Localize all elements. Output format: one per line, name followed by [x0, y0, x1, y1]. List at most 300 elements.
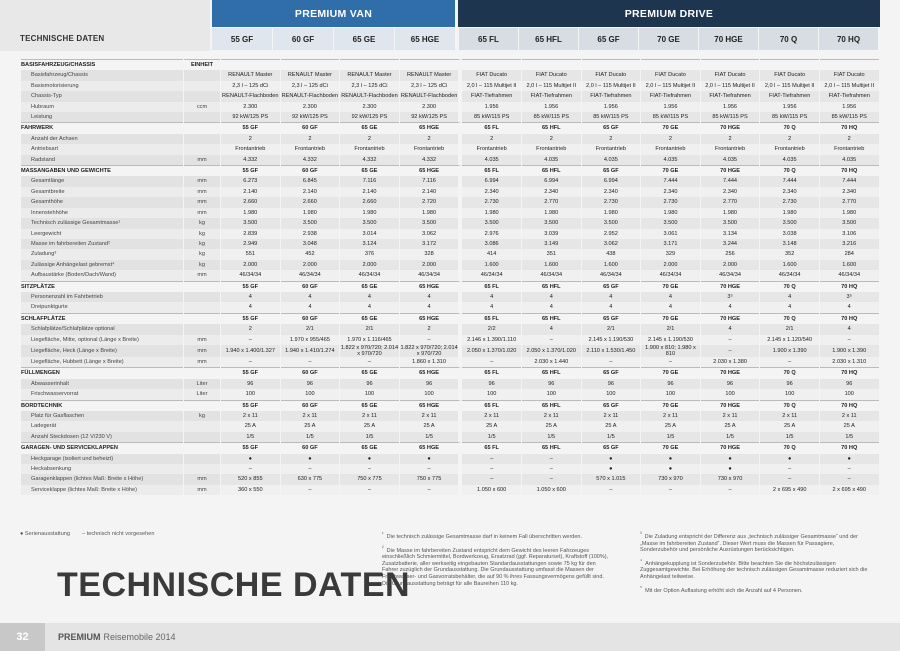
table-row [21, 411, 879, 421]
cell-value: 65 FL [462, 367, 521, 378]
cell-value: 85 kW/115 PS [462, 112, 521, 122]
table-row [21, 102, 879, 112]
cell-value: 1.980 [340, 208, 399, 218]
cell-value: 1.980 [462, 208, 521, 218]
row-unit [184, 367, 220, 378]
cell-value: 2.976 [462, 229, 521, 239]
cell-value: 4 [582, 292, 641, 302]
cell-value: 1.970 x 955/465 [281, 335, 340, 345]
footnote-1-text: Die technisch zulässige Gesamtmasse darf in keinem Fall überschritten werden. [386, 533, 583, 540]
section-header-row [21, 165, 879, 176]
cell-value: 1.600 [760, 260, 819, 270]
row-label: Radstand [21, 155, 183, 165]
cell-value: 1.970 x 1.116/465 [340, 335, 399, 345]
cell-value: 70 Q [760, 400, 819, 411]
row-unit: kg [184, 260, 220, 270]
cell-value: 65 GF [582, 400, 641, 411]
cell-value: FIAT-Tiefrahmen [760, 91, 819, 101]
row-unit: kg [184, 218, 220, 228]
cell-value: FIAT Ducato [820, 70, 879, 80]
cell-value: 2.770 [820, 197, 879, 207]
cell-value: 92 kW/125 PS [400, 112, 462, 122]
row-unit [184, 134, 220, 144]
cell-value: 55 GF [221, 281, 280, 292]
cell-value: 3.500 [641, 218, 700, 228]
cell-value: 2.050 x 1.370/1.020 [462, 345, 521, 357]
cell-value: 1.956 [462, 102, 521, 112]
cell-value: 3.500 [522, 218, 581, 228]
header-left-panel [0, 0, 210, 51]
cell-value: 7.116 [340, 176, 399, 186]
row-unit [184, 302, 220, 312]
table-row [21, 345, 879, 357]
cell-value [820, 59, 879, 70]
cell-value: 284 [820, 249, 879, 259]
cell-value: 100 [522, 389, 581, 399]
cell-value: 2.030 x 1.440 [522, 357, 581, 367]
cell-value: 2 x 11 [522, 411, 581, 421]
cell-value: 96 [400, 379, 462, 389]
cell-value: 4 [522, 292, 581, 302]
cell-value: 60 GF [281, 313, 340, 324]
cell-value: 70 GE [641, 122, 700, 133]
cell-value: 65 HGE [400, 367, 462, 378]
cell-value: 2 [400, 134, 462, 144]
row-unit [184, 464, 220, 474]
cell-value: Frontantrieb [340, 144, 399, 154]
row-unit: mm [184, 474, 220, 484]
cell-value: 4 [340, 302, 399, 312]
cell-value: 100 [582, 389, 641, 399]
cell-value: 1.050 x 600 [522, 485, 581, 495]
cell-value: 1.980 [400, 208, 462, 218]
cell-value: 329 [641, 249, 700, 259]
legend [20, 531, 155, 537]
row-label: Dreipunktgurte [21, 302, 183, 312]
cell-value: RENAULT-Flachboden [400, 91, 462, 101]
cell-value: 96 [820, 379, 879, 389]
cell-value: 2 x 11 [462, 411, 521, 421]
footnotes-middle [382, 531, 612, 592]
cell-value: 2.839 [221, 229, 280, 239]
cell-value: 25 A [701, 421, 760, 431]
cell-value: 1.900 x 1.390 [760, 345, 819, 357]
cell-value: Frontantrieb [820, 144, 879, 154]
cell-value: 25 A [582, 421, 641, 431]
spec-table [20, 59, 880, 495]
cell-value [462, 59, 521, 70]
row-unit: mm [184, 197, 220, 207]
cell-value: 100 [400, 389, 462, 399]
row-unit [184, 122, 220, 133]
cell-value: 65 HGE [400, 313, 462, 324]
cell-value: 65 FL [462, 281, 521, 292]
table-row [21, 357, 879, 367]
cell-value: 352 [760, 249, 819, 259]
cell-value: 7.444 [820, 176, 879, 186]
cell-value: 85 kW/115 PS [641, 112, 700, 122]
cell-value: 2 [221, 134, 280, 144]
cell-value: 2.730 [760, 197, 819, 207]
footnotes-right [640, 531, 870, 598]
cell-value: – [221, 464, 280, 474]
cell-value: ● [221, 454, 280, 464]
table-row [21, 81, 879, 91]
cell-value: 65 FL [462, 400, 521, 411]
cell-value: – [462, 474, 521, 484]
cell-value: 65 GE [340, 442, 399, 453]
cell-value: – [400, 485, 462, 495]
cell-value: FIAT-Tiefrahmen [641, 91, 700, 101]
cell-value: 65 GE [340, 400, 399, 411]
cell-value [701, 59, 760, 70]
row-unit: kg [184, 229, 220, 239]
cell-value: 256 [701, 249, 760, 259]
cell-value: 55 GF [221, 367, 280, 378]
cell-value: 96 [522, 379, 581, 389]
cell-value: 1/5 [221, 432, 280, 442]
cell-value: 2.730 [641, 197, 700, 207]
cell-value: 2 [340, 134, 399, 144]
cell-value: 630 x 775 [281, 474, 340, 484]
cell-value: 1.956 [820, 102, 879, 112]
cell-value: 4.332 [281, 155, 340, 165]
footnote-2-text: Die Masse im fahrbereiten Zustand entspricht dem Gewicht des leeren Fahrzeuges einschließlich Schmiermittel, Bordwerkzeug, Ersatzrad (ggf. Reparaturset), Kraftstoff (100%), Zusatzbatterie, aller werkseitig eingebauten Standardausstattungen sowie 75 kg für den Fahrer zuzüglich der Grundausstattung. Die Grundausstattung umfasst die Massen der Frischwasser- und Gasvorratsbehälter, die auf 90 % ihres Fassungsvermögens gefüllt sind. Die Grundausstattung beträgt für alle Baureihen 110 kg. [382, 547, 609, 587]
table-row [21, 112, 879, 122]
cell-value: 70 HQ [820, 313, 879, 324]
section-title: GARAGEN- UND SERVICEKLAPPEN [21, 442, 183, 453]
cell-value: ● [760, 454, 819, 464]
cell-value: 6.273 [221, 176, 280, 186]
row-label: Platz für Gasflaschen [21, 411, 183, 421]
cell-value: 1/5 [641, 432, 700, 442]
cell-value: 3.148 [760, 239, 819, 249]
cell-value: – [701, 345, 760, 357]
cell-value: 65 GF [582, 367, 641, 378]
cell-value: 414 [462, 249, 521, 259]
row-unit: Liter [184, 379, 220, 389]
cell-value: 25 A [281, 421, 340, 431]
table-row [21, 176, 879, 186]
cell-value: 2 x 695 x 490 [760, 485, 819, 495]
table-row [21, 485, 879, 495]
cell-value: – [820, 474, 879, 484]
cell-value: 360 x 550 [221, 485, 280, 495]
table-row [21, 379, 879, 389]
row-unit: mm [184, 176, 220, 186]
cell-value: ● [340, 454, 399, 464]
cell-value: ● [641, 454, 700, 464]
section-title: SITZPLÄTZE [21, 281, 183, 292]
cell-value: 2/1 [582, 324, 641, 334]
legend-not-available: – technisch nicht vorgesehen [82, 531, 155, 537]
cell-value: 4.035 [522, 155, 581, 165]
cell-value: 65 GF [582, 281, 641, 292]
cell-value: 2 [582, 134, 641, 144]
cell-value: 70 GE [641, 313, 700, 324]
cell-value: 1.980 [760, 208, 819, 218]
row-label: Gesamtlänge [21, 176, 183, 186]
cell-value: 1.600 [820, 260, 879, 270]
cell-value: 65 HFL [522, 367, 581, 378]
cell-value: 2.000 [641, 260, 700, 270]
cell-value: 2,0 l – 115 Multijet II [522, 81, 581, 91]
cell-value: 70 Q [760, 313, 819, 324]
cell-value: 2.730 [582, 197, 641, 207]
footnote-3-text: Die Zuladung entspricht der Differenz aus „technisch zulässiger Gesamtmasse“ und der „Masse im fahrbereiten Zustand“. Dieser Wert muss die Massen für Passagiere, Sonderzubehör und persönliche Ausrüstungen berücksichtigen. [640, 533, 858, 554]
cell-value: 3.172 [400, 239, 462, 249]
cell-value: Frontantrieb [221, 144, 280, 154]
cell-value: 4 [641, 292, 700, 302]
row-label: Frischwasservorrat [21, 389, 183, 399]
cell-value: 1/5 [462, 432, 521, 442]
footnote-2-number: ² [382, 544, 384, 551]
cell-value: FIAT Ducato [760, 70, 819, 80]
cell-value: 70 Q [760, 281, 819, 292]
footnote-2 [382, 545, 612, 588]
table-row [21, 229, 879, 239]
cell-value: 2.110 x 1.530/1.450 [582, 345, 641, 357]
row-unit: ccm [184, 102, 220, 112]
cell-value: 2 [522, 134, 581, 144]
row-label: Serviceklappe (lichtes Maß: Breite x Höhe) [21, 485, 183, 495]
row-label: Heckabsenkung [21, 464, 183, 474]
cell-value: 1.050 x 600 [462, 485, 521, 495]
cell-value: 4 [522, 302, 581, 312]
cell-value: 2/1 [340, 324, 399, 334]
cell-value: 1.956 [522, 102, 581, 112]
cell-value: 96 [281, 379, 340, 389]
cell-value: 70 Q [760, 442, 819, 453]
cell-value: 55 GF [221, 313, 280, 324]
cell-value: 4 [522, 324, 581, 334]
cell-value: 25 A [340, 421, 399, 431]
cell-value: 60 GF [281, 367, 340, 378]
row-label: Personenzahl im Fahrbetrieb [21, 292, 183, 302]
table-row [21, 187, 879, 197]
cell-value: 65 HFL [522, 281, 581, 292]
cell-value: – [400, 464, 462, 474]
model-header-65-hfl: 65 HFL [519, 28, 578, 50]
cell-value: 750 x 775 [340, 474, 399, 484]
cell-value: 351 [522, 249, 581, 259]
cell-value: – [522, 464, 581, 474]
cell-value: Frontantrieb [462, 144, 521, 154]
cell-value: 1.956 [701, 102, 760, 112]
cell-value: 92 kW/125 PS [281, 112, 340, 122]
cell-value: 2.300 [281, 102, 340, 112]
cell-value: 96 [641, 379, 700, 389]
table-row [21, 302, 879, 312]
cell-value: 46/34/34 [221, 270, 280, 280]
cell-value: 4 [400, 292, 462, 302]
model-header-65-hge: 65 HGE [395, 28, 455, 50]
cell-value: 65 GF [582, 313, 641, 324]
row-label: Hubraum [21, 102, 183, 112]
cell-value: 46/34/34 [701, 270, 760, 280]
cell-value: 4 [400, 302, 462, 312]
cell-value: 2 x 11 [281, 411, 340, 421]
cell-value: ● [820, 454, 879, 464]
cell-value [522, 59, 581, 70]
cell-value: – [641, 485, 700, 495]
cell-value: 3.216 [820, 239, 879, 249]
row-label: Schlafplätze/Schlafplätze optional [21, 324, 183, 334]
cell-value: 70 HGE [701, 400, 760, 411]
cell-value: – [340, 485, 399, 495]
cell-value: 1/5 [760, 432, 819, 442]
cell-value: 85 kW/115 PS [522, 112, 581, 122]
row-unit: mm [184, 357, 220, 367]
row-label: Innenstehhöhe [21, 208, 183, 218]
cell-value: 4 [760, 292, 819, 302]
cell-value: 70 GE [641, 400, 700, 411]
model-header-65-fl: 65 FL [459, 28, 518, 50]
row-label: Aufbaustärke (Boden/Dach/Wand) [21, 270, 183, 280]
cell-value: 2 x 11 [820, 411, 879, 421]
cell-value: 3.014 [340, 229, 399, 239]
row-unit: kg [184, 249, 220, 259]
cell-value: – [582, 485, 641, 495]
cell-value: 46/34/34 [400, 270, 462, 280]
cell-value: 70 GE [641, 442, 700, 453]
cell-value: Frontantrieb [582, 144, 641, 154]
row-label: Ladegerät [21, 421, 183, 431]
cell-value: 65 GE [340, 165, 399, 176]
cell-value: 70 HQ [820, 281, 879, 292]
cell-value: 2.050 x 1.370/1.020 [522, 345, 581, 357]
cell-value: FIAT Ducato [701, 70, 760, 80]
cell-value: 2.000 [281, 260, 340, 270]
row-label: Antriebsart [21, 144, 183, 154]
row-unit [184, 432, 220, 442]
cell-value: 3.500 [582, 218, 641, 228]
cell-value: 2.145 x 1.120/540 [760, 335, 819, 345]
table-row [21, 134, 879, 144]
cell-value: FIAT-Tiefrahmen [462, 91, 521, 101]
cell-value: ● [641, 464, 700, 474]
cell-value [582, 59, 641, 70]
cell-value: 3.062 [400, 229, 462, 239]
cell-value: – [641, 357, 700, 367]
row-unit [184, 91, 220, 101]
cell-value: RENAULT Master [221, 70, 280, 80]
section-title: BASISFAHRZEUG/CHASSIS [21, 59, 183, 70]
cell-value: 100 [281, 389, 340, 399]
cell-value: 3.500 [760, 218, 819, 228]
cell-value: 100 [641, 389, 700, 399]
footnote-5-number: ⁵ [640, 584, 643, 591]
cell-value: 2.340 [820, 187, 879, 197]
cell-value: 1.980 [641, 208, 700, 218]
table-row [21, 155, 879, 165]
cell-value: 376 [340, 249, 399, 259]
cell-value: – [221, 335, 280, 345]
cell-value: 438 [582, 249, 641, 259]
cell-value: 1/5 [400, 432, 462, 442]
cell-value: 7.444 [641, 176, 700, 186]
section-title: FAHRWERK [21, 122, 183, 133]
model-header-70-ge: 70 GE [639, 28, 698, 50]
cell-value: – [340, 357, 399, 367]
footnote-5-text: Mit der Option Auflastung erhöht sich die Anzahl auf 4 Personen. [645, 587, 803, 594]
row-label: Gesamtbreite [21, 187, 183, 197]
cell-value: 70 HQ [820, 122, 879, 133]
cell-value: 92 kW/125 PS [340, 112, 399, 122]
table-row [21, 218, 879, 228]
cell-value: 65 GE [340, 281, 399, 292]
cell-value: 1/5 [701, 432, 760, 442]
section-header-row [21, 122, 879, 133]
section-header-row [21, 367, 879, 378]
cell-value: 85 kW/115 PS [760, 112, 819, 122]
cell-value: 6.994 [522, 176, 581, 186]
cell-value: – [760, 357, 819, 367]
cell-value: RENAULT-Flachboden [340, 91, 399, 101]
cell-value: 96 [760, 379, 819, 389]
cell-value: 2 x 11 [641, 411, 700, 421]
row-unit: EINHEIT [184, 59, 220, 70]
cell-value: 46/34/34 [760, 270, 819, 280]
cell-value: 2 x 11 [701, 411, 760, 421]
cell-value: 1.980 [221, 208, 280, 218]
cell-value: 4 [221, 292, 280, 302]
cell-value: 65 GE [340, 367, 399, 378]
cell-value: 65 HGE [400, 281, 462, 292]
cell-value: 2.340 [641, 187, 700, 197]
cell-value: 1.900 x 810; 1.980 x 810 [641, 345, 700, 357]
cell-value: 70 HQ [820, 367, 879, 378]
cell-value: 2.140 [221, 187, 280, 197]
cell-value: 1.980 [582, 208, 641, 218]
cell-value: 2.140 [340, 187, 399, 197]
cell-value [221, 59, 280, 70]
cell-value: 1.980 [820, 208, 879, 218]
cell-value: 65 HGE [400, 165, 462, 176]
cell-value: – [701, 335, 760, 345]
cell-value: 55 GF [221, 400, 280, 411]
cell-value: – [281, 485, 340, 495]
footnote-3-number: ³ [640, 531, 642, 537]
cell-value: 60 GF [281, 122, 340, 133]
cell-value: – [522, 454, 581, 464]
cell-value: 3.061 [641, 229, 700, 239]
section-title: MASSANGABEN UND GEWICHTE [21, 165, 183, 176]
cell-value: 46/34/34 [522, 270, 581, 280]
cell-value: 2.952 [582, 229, 641, 239]
cell-value: RENAULT Master [400, 70, 462, 80]
cell-value: FIAT-Tiefrahmen [701, 91, 760, 101]
row-label: Masse im fahrbereiten Zustand² [21, 239, 183, 249]
cell-value: 65 HFL [522, 122, 581, 133]
cell-value: 3⁵ [820, 292, 879, 302]
cell-value: 2 x 11 [340, 411, 399, 421]
cell-value: 730 x 970 [701, 474, 760, 484]
cell-value: ● [701, 454, 760, 464]
cell-value: – [820, 335, 879, 345]
table-row [21, 260, 879, 270]
cell-value: 65 FL [462, 442, 521, 453]
row-unit [184, 281, 220, 292]
cell-value: 2/1 [641, 324, 700, 334]
footnote-1 [382, 531, 612, 541]
cell-value: 730 x 970 [641, 474, 700, 484]
cell-value: 1/5 [522, 432, 581, 442]
model-header-65-gf-drive: 65 GF [579, 28, 638, 50]
cell-value: 3⁵ [701, 292, 760, 302]
cell-value: 1.956 [582, 102, 641, 112]
cell-value: FIAT Ducato [582, 70, 641, 80]
